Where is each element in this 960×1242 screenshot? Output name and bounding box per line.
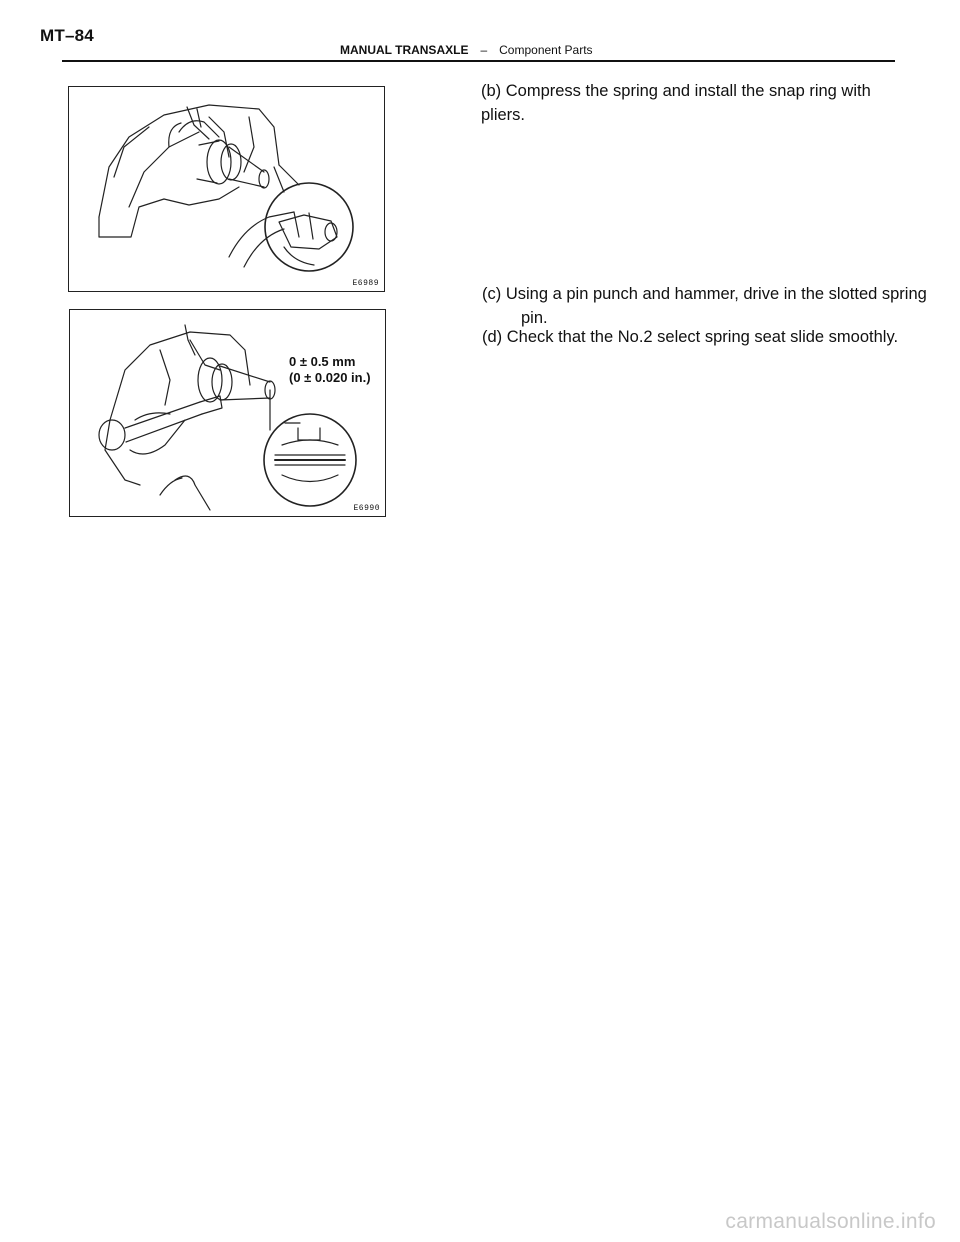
watermark: carmanualsonline.info [725, 1210, 936, 1233]
figure-snap-ring-install [68, 86, 385, 292]
page-number: MT–84 [40, 26, 94, 45]
step-c-line2: pin. [521, 309, 548, 327]
spring-pin-illustration [70, 310, 385, 516]
header-rule [62, 60, 895, 62]
figure-spring-pin-install [69, 309, 386, 517]
subsection-title: Component Parts [499, 43, 593, 57]
section-header [340, 43, 593, 57]
step-d-text: (d) Check that the No.2 select spring seat slide smoothly. [482, 328, 899, 346]
tolerance-mm: 0 ± 0.5 mm [289, 354, 356, 369]
section-title: MANUAL TRANSAXLE [340, 43, 469, 57]
step-c-text [482, 282, 960, 330]
snap-ring-illustration [69, 87, 384, 291]
tolerance-callout [289, 354, 371, 386]
header-separator: – [480, 43, 488, 57]
step-c-line1: (c) Using a pin punch and hammer, drive in the slotted spring [482, 285, 927, 303]
figure-code: E6989 [352, 279, 379, 288]
tolerance-in: (0 ± 0.020 in.) [289, 370, 371, 385]
figure-code: E6990 [353, 504, 380, 513]
step-b-text: (b) Compress the spring and install the snap ring with pliers. [481, 82, 871, 124]
